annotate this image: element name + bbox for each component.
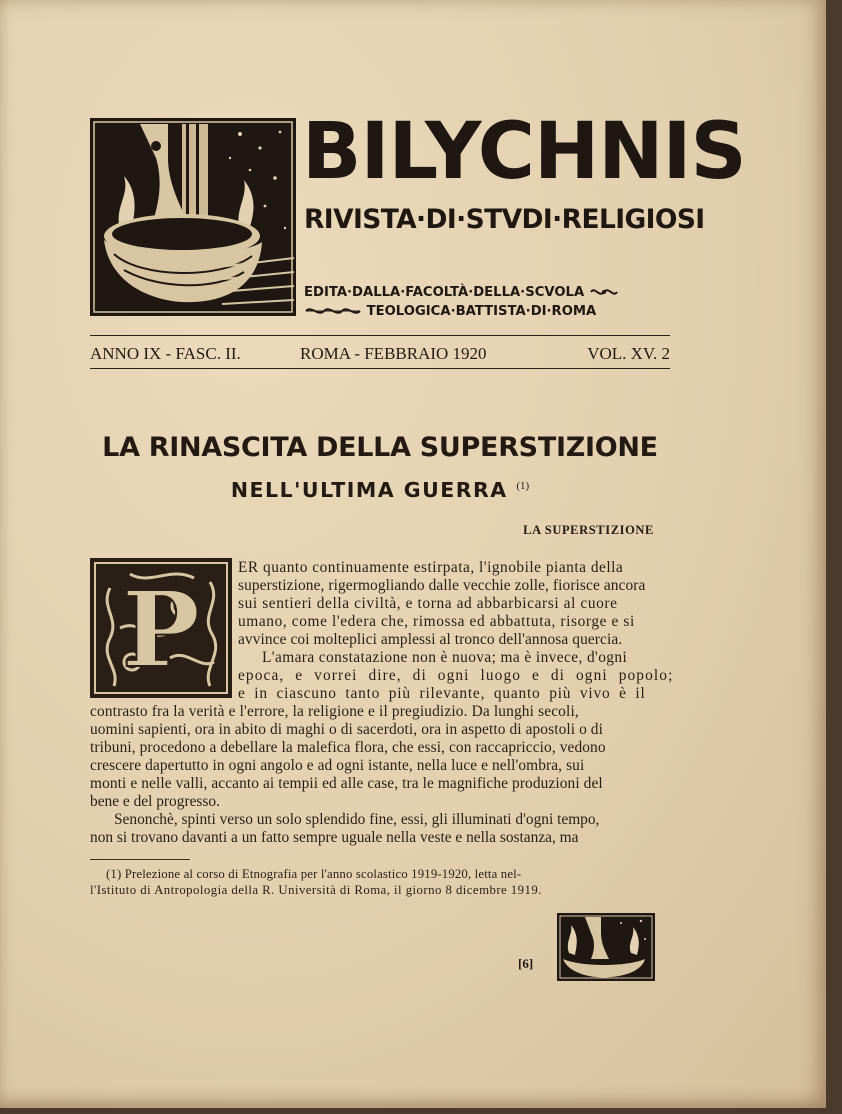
body-line-14: bene e del progresso. — [90, 793, 220, 810]
body-line-13: monti e nelle valli, accanto ai tempii ed alle case, tra le magnifiche produzioni del — [90, 775, 603, 792]
article-subtitle-text: NELL'ULTIMA GUERRA — [230, 477, 508, 502]
journal-subtitle: RIVISTA·DI·STVDI·RELIGIOSI — [304, 204, 705, 235]
body-line-6: L'amara constatazione non è nuova; ma è invece, d'ogni — [262, 649, 628, 666]
issue-year-fascicle: ANNO IX - FASC. II. — [90, 344, 241, 363]
lamp-colophon-icon — [557, 913, 655, 981]
dropcap-letter: P — [121, 568, 201, 691]
floral-ornament-icon — [589, 286, 619, 298]
footnote-line-1: (1) Prelezione al corso di Etnografia per l'anno scolastico 1919-1920, letta nel- — [106, 867, 522, 881]
issue-place-date: ROMA - FEBBRAIO 1920 — [300, 344, 487, 363]
publisher-block — [304, 283, 670, 321]
footnote-reference: (1) — [516, 480, 530, 492]
body-line-8: e in ciascuno tanto più rilevante, quanto più vivo è il — [238, 685, 646, 702]
header-rule-bottom — [90, 368, 670, 369]
body-line-4: umano, come l'edera che, rimossa ed abbattuta, risorge e si — [238, 613, 635, 630]
section-heading: LA SUPERSTIZIONE — [523, 523, 654, 537]
publisher-line-2: TEOLOGICA·BATTISTA·DI·ROMA — [366, 304, 597, 319]
issue-volume: VOL. XV. 2 — [587, 344, 670, 363]
body-line-2: superstizione, rigermogliando dalle vecchie zolle, fiorisce ancora — [238, 577, 646, 594]
body-line-5: avvince coi molteplici amplessi al tronco dell'annosa quercia. — [238, 631, 623, 648]
body-line-3: sui sentieri della civiltà, e torna ad abbarbicarsi al cuore — [238, 595, 618, 612]
body-line-11: tribuni, procedono a debellare la malefica flora, che essi, con raccapriccio, vedono — [90, 739, 606, 756]
body-line-7: epoca, e vorrei dire, di ogni luogo e di ogni popolo; — [238, 667, 674, 684]
article-title: LA RINASCITA DELLA SUPERSTIZIONE — [102, 432, 658, 463]
body-line-1: ER quanto continuamente estirpata, l'ignobile pianta della — [238, 559, 624, 576]
publisher-line-1: EDITA·DALLA·FACOLTÀ·DELLA·SCVOLA — [304, 285, 585, 300]
footnote-rule — [90, 859, 190, 860]
lamp-woodcut-icon — [90, 118, 296, 316]
footnote-line-2: l'Istituto di Antropologia della R. Università di Roma, il giorno 8 dicembre 1919. — [90, 883, 542, 897]
ornamental-dropcap-icon — [90, 558, 232, 698]
body-line-16: non si trovano davanti a un fatto sempre uguale nella veste e nella sostanza, ma — [90, 829, 579, 846]
body-line-15: Senonchè, spinti verso un solo splendido fine, essi, gli illuminati d'ogni tempo, — [114, 811, 600, 828]
body-line-9: contrasto fra la verità e l'errore, la religione e il pregiudizio. Da lunghi secoli, — [90, 703, 579, 720]
body-line-10: uomini sapienti, ora in abito di maghi o di sacerdoti, ora in aspetto di apostoli o di — [90, 721, 603, 738]
header-rule-top — [90, 335, 670, 336]
article-subtitle — [90, 472, 670, 504]
page-number: [6] — [518, 956, 534, 971]
issue-line — [90, 343, 670, 365]
journal-title: BILYCHNIS — [302, 107, 746, 197]
body-line-12: crescere dapertutto in ogni angolo e ad ogni istante, nella luce e nell'ombra, sui — [90, 757, 585, 774]
floral-ornament-icon — [304, 305, 362, 317]
